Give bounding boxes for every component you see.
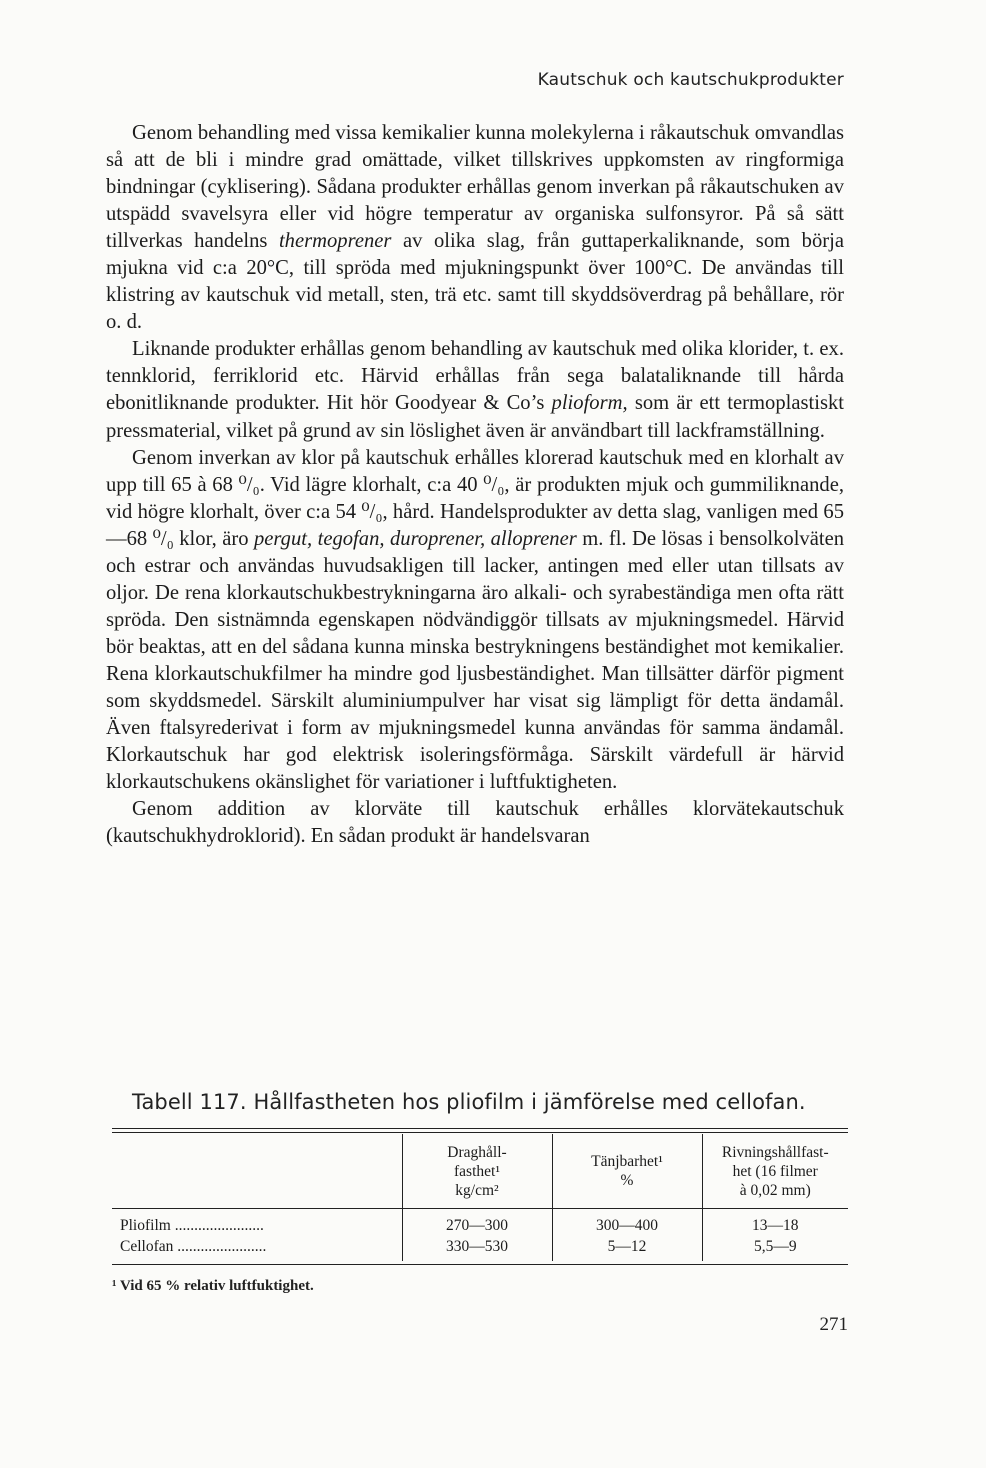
row-label — [112, 1209, 402, 1237]
table-caption: Tabell 117. Hållfastheten hos pliofilm i jämförelse med cellofan. — [132, 1090, 806, 1114]
dot-leader: ....................... — [170, 1217, 264, 1234]
header-line: Draghåll- — [447, 1143, 507, 1161]
body-text — [106, 120, 844, 850]
row-label-text: Cellofan — [120, 1238, 174, 1255]
row-label-text: Pliofilm — [120, 1217, 171, 1234]
header-stub — [112, 1134, 402, 1209]
table-header-row — [112, 1134, 848, 1209]
text-run: Genom addition av klorväte till kautschuk erhålles klorvätekautschuk (kautschukhydroklorid). En sådan produkt är handelsvaran — [106, 798, 844, 848]
table-cell: 300—400 — [552, 1209, 702, 1237]
trade-name: thermoprener — [278, 230, 392, 253]
dot-leader: ....................... — [173, 1238, 267, 1255]
header-rivningshallfasthet — [702, 1134, 848, 1209]
paragraph-klorkautschuk — [106, 445, 844, 797]
table-cell: 5,5—9 — [702, 1236, 848, 1261]
page-number: 271 — [819, 1314, 848, 1335]
text-run: Liknande produkter erhållas genom behandling av kautschuk med olika klorider, t. ex. tennklorid, ferriklorid etc. Härvid erhållas från sega balataliknande till hårda ebonitliknande produkter. Hit hör Goodyear & Co’s — [106, 338, 844, 415]
table-rule-outer — [112, 1128, 848, 1129]
table-rule-inner — [112, 1132, 848, 1133]
text-run: som är ett termoplastiskt pressmaterial, vilket på grund av sin löslighet även är användbart till lackframställning. — [106, 392, 844, 442]
table-cell: 13—18 — [702, 1209, 848, 1237]
text-run: av olika slag, från guttaperkaliknande, som börja mjukna vid c:a 20°C, till spröda med mjukningspunkt över 100°C. De användas till klistring av kautschuk vid metall, sten, trä etc. samt till skyddsöverdrag på behållare, rör o. d. — [106, 230, 844, 334]
header-line: kg/cm² — [455, 1181, 499, 1199]
strength-table — [112, 1134, 848, 1261]
header-tanjbarhet — [552, 1134, 702, 1209]
table-footnote: ¹ Vid 65 % relativ luftfuktighet. — [112, 1278, 314, 1294]
paragraph-klorvate — [106, 796, 844, 850]
text-run: m. fl. De lösas i bensolkolväten och estrar och användas huvudsakligen till lacker, antingen med eller utan tillsats av oljor. De rena klorkautschukbestrykningarna äro alkali- och syrabeständiga men ofta rätt spröda. Den sistnämnda egenskapen nödvändiggör tillsats av mjukningsmedel. Härvid bör beaktas, att en del sådana kunna minska bestrykningens beständighet mot kemikalier. Rena klorkautschukfilmer ha mindre god ljusbeständighet. Man tillsätter därför pigment som skyddsmedel. Särskilt aluminiumpulver har visat sig lämpligt för detta ändamål. Även ftalsyrederivat i form av mjukningsmedel kunna användas för samma ändamål. Klorkautschuk har god elektrisk isoleringsförmåga. Särskilt värdefull är härvid klorkautschukens okänslighet för variationer i luftfuktigheten. — [106, 527, 845, 794]
text-run: Genom behandling med vissa kemikalier kunna molekylerna i råkautschuk omvandlas så att de bli i mindre grad omättade, vilket tillskrives uppkomsten av ringformiga bindningar (cyklisering). Sådana produkter erhållas genom inverkan på råkautschuken av utspädd svavelsyra eller vid högre temperatur av organiska sulfonsyror. På så sätt tillverkas handelns — [106, 122, 844, 253]
header-line: Tänjbarhet¹ — [591, 1153, 663, 1170]
header-line: à 0,02 mm) — [739, 1181, 811, 1199]
trade-name: plioform, — [551, 392, 628, 415]
header-line: het (16 filmer — [732, 1162, 818, 1180]
table-rule-bottom — [112, 1264, 848, 1265]
paragraph-cyklisering — [106, 120, 844, 336]
header-line: Rivningshållfast- — [721, 1143, 829, 1161]
table-cell: 5—12 — [552, 1236, 702, 1261]
header-draghallfasthet — [402, 1134, 552, 1209]
header-line: % — [620, 1172, 634, 1189]
table-row-cellofan — [112, 1236, 848, 1261]
trade-name: pergut, tegofan, duroprener, alloprener — [253, 527, 577, 550]
table-row-pliofilm — [112, 1209, 848, 1237]
running-head: Kautschuk och kautschukprodukter — [537, 70, 844, 90]
table-cell: 270—300 — [402, 1209, 552, 1237]
table-cell: 330—530 — [402, 1236, 552, 1261]
header-line: fasthet¹ — [454, 1162, 500, 1180]
row-label — [112, 1236, 402, 1261]
paragraph-klorider — [106, 336, 844, 444]
text-run: Genom inverkan av klor på kautschuk erhålles klorerad kautschuk med en klorhalt av upp till 65 à 68 ⁰/₀. Vid lägre klorhalt, c:a 40 ⁰/₀, är produkten mjuk och gummiliknande, vid högre klorhalt, över c:a 54 ⁰/₀, hård. Handelsprodukter av detta slag, vanligen med 65—68 ⁰/₀ klor, äro — [106, 446, 844, 550]
